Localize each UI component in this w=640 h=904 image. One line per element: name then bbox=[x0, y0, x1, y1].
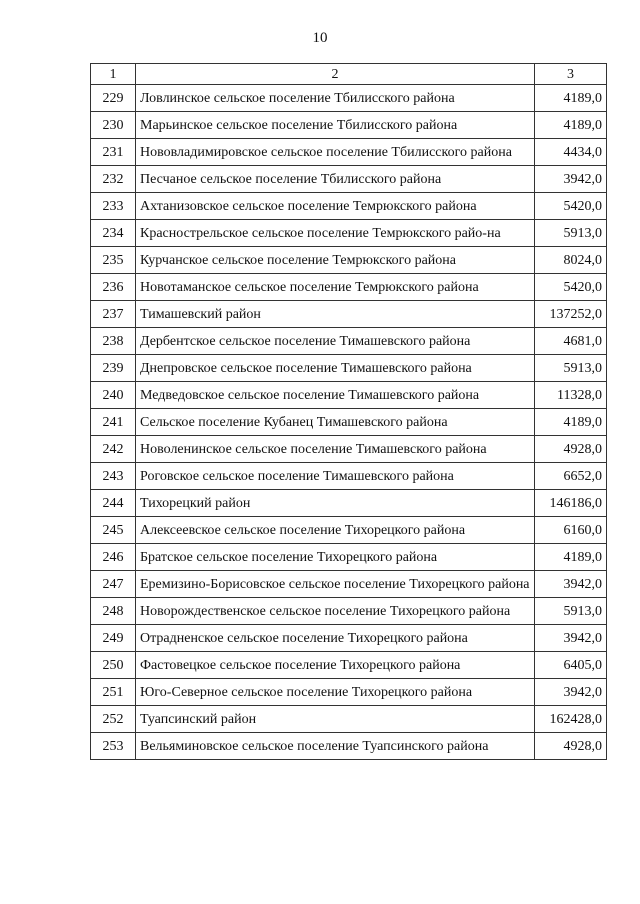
row-number: 231 bbox=[91, 139, 136, 166]
table-row bbox=[91, 139, 607, 166]
row-value: 4189,0 bbox=[535, 409, 607, 436]
row-name: Песчаное сельское поселение Тбилисского района bbox=[136, 166, 535, 193]
row-value: 162428,0 bbox=[535, 706, 607, 733]
table-row bbox=[91, 652, 607, 679]
table-row bbox=[91, 463, 607, 490]
table-row bbox=[91, 598, 607, 625]
table-header bbox=[91, 64, 607, 85]
row-value: 4434,0 bbox=[535, 139, 607, 166]
header-row bbox=[91, 64, 607, 85]
row-number: 253 bbox=[91, 733, 136, 760]
row-value: 11328,0 bbox=[535, 382, 607, 409]
row-number: 243 bbox=[91, 463, 136, 490]
budget-table bbox=[90, 63, 607, 760]
row-number: 241 bbox=[91, 409, 136, 436]
table-row bbox=[91, 625, 607, 652]
row-name: Нововладимировское сельское поселение Тбилисского района bbox=[136, 139, 535, 166]
row-name: Тихорецкий район bbox=[136, 490, 535, 517]
row-number: 250 bbox=[91, 652, 136, 679]
row-value: 5420,0 bbox=[535, 274, 607, 301]
row-name: Еремизино-Борисовское сельское поселение Тихорецкого района bbox=[136, 571, 535, 598]
row-value: 5420,0 bbox=[535, 193, 607, 220]
row-name: Курчанское сельское поселение Темрюкского района bbox=[136, 247, 535, 274]
row-name: Тимашевский район bbox=[136, 301, 535, 328]
row-name: Днепровское сельское поселение Тимашевского района bbox=[136, 355, 535, 382]
row-number: 230 bbox=[91, 112, 136, 139]
row-name: Марьинское сельское поселение Тбилисского района bbox=[136, 112, 535, 139]
row-number: 252 bbox=[91, 706, 136, 733]
row-value: 146186,0 bbox=[535, 490, 607, 517]
row-name: Алексеевское сельское поселение Тихорецкого района bbox=[136, 517, 535, 544]
row-number: 244 bbox=[91, 490, 136, 517]
row-value: 4189,0 bbox=[535, 544, 607, 571]
table-row bbox=[91, 436, 607, 463]
row-number: 234 bbox=[91, 220, 136, 247]
table-row bbox=[91, 274, 607, 301]
row-number: 248 bbox=[91, 598, 136, 625]
row-value: 3942,0 bbox=[535, 166, 607, 193]
row-value: 3942,0 bbox=[535, 625, 607, 652]
row-name: Краснострельское сельское поселение Темрюкского райо-на bbox=[136, 220, 535, 247]
row-value: 4928,0 bbox=[535, 733, 607, 760]
table-row bbox=[91, 706, 607, 733]
column-header-name: 2 bbox=[136, 64, 535, 85]
table-row bbox=[91, 733, 607, 760]
row-name: Сельское поселение Кубанец Тимашевского района bbox=[136, 409, 535, 436]
table-row bbox=[91, 490, 607, 517]
page-number: 10 bbox=[312, 30, 328, 46]
table-row bbox=[91, 220, 607, 247]
row-value: 5913,0 bbox=[535, 355, 607, 382]
row-number: 235 bbox=[91, 247, 136, 274]
row-number: 233 bbox=[91, 193, 136, 220]
row-name: Ловлинское сельское поселение Тбилисского района bbox=[136, 85, 535, 112]
row-number: 237 bbox=[91, 301, 136, 328]
row-name: Братское сельское поселение Тихорецкого района bbox=[136, 544, 535, 571]
row-number: 238 bbox=[91, 328, 136, 355]
row-name: Новорождественское сельское поселение Тихорецкого района bbox=[136, 598, 535, 625]
row-name: Юго-Северное сельское поселение Тихорецкого района bbox=[136, 679, 535, 706]
row-number: 229 bbox=[91, 85, 136, 112]
row-number: 242 bbox=[91, 436, 136, 463]
row-number: 251 bbox=[91, 679, 136, 706]
row-number: 245 bbox=[91, 517, 136, 544]
row-value: 6405,0 bbox=[535, 652, 607, 679]
row-value: 3942,0 bbox=[535, 571, 607, 598]
row-name: Новотаманское сельское поселение Темрюкского района bbox=[136, 274, 535, 301]
row-name: Ахтанизовское сельское поселение Темрюкского района bbox=[136, 193, 535, 220]
table-row bbox=[91, 193, 607, 220]
row-name: Отрадненское сельское поселение Тихорецкого района bbox=[136, 625, 535, 652]
row-name: Роговское сельское поселение Тимашевского района bbox=[136, 463, 535, 490]
table-row bbox=[91, 544, 607, 571]
row-name: Медведовское сельское поселение Тимашевского района bbox=[136, 382, 535, 409]
row-value: 4681,0 bbox=[535, 328, 607, 355]
row-number: 246 bbox=[91, 544, 136, 571]
table-row bbox=[91, 112, 607, 139]
table-row bbox=[91, 409, 607, 436]
row-number: 236 bbox=[91, 274, 136, 301]
row-value: 5913,0 bbox=[535, 220, 607, 247]
row-value: 6160,0 bbox=[535, 517, 607, 544]
table-row bbox=[91, 301, 607, 328]
table-row bbox=[91, 166, 607, 193]
row-value: 5913,0 bbox=[535, 598, 607, 625]
row-name: Фастовецкое сельское поселение Тихорецкого района bbox=[136, 652, 535, 679]
row-name: Туапсинский район bbox=[136, 706, 535, 733]
row-value: 4928,0 bbox=[535, 436, 607, 463]
row-value: 137252,0 bbox=[535, 301, 607, 328]
table-row bbox=[91, 517, 607, 544]
row-name: Дербентское сельское поселение Тимашевского района bbox=[136, 328, 535, 355]
row-number: 249 bbox=[91, 625, 136, 652]
row-number: 232 bbox=[91, 166, 136, 193]
table-row bbox=[91, 571, 607, 598]
row-name: Вельяминовское сельское поселение Туапсинского района bbox=[136, 733, 535, 760]
table-row bbox=[91, 247, 607, 274]
table-row bbox=[91, 679, 607, 706]
table-row bbox=[91, 85, 607, 112]
table-row bbox=[91, 355, 607, 382]
table-row bbox=[91, 328, 607, 355]
row-name: Новоленинское сельское поселение Тимашевского района bbox=[136, 436, 535, 463]
row-number: 240 bbox=[91, 382, 136, 409]
column-header-number: 1 bbox=[91, 64, 136, 85]
row-value: 8024,0 bbox=[535, 247, 607, 274]
column-header-value: 3 bbox=[535, 64, 607, 85]
row-number: 239 bbox=[91, 355, 136, 382]
row-value: 4189,0 bbox=[535, 112, 607, 139]
table-row bbox=[91, 382, 607, 409]
row-value: 3942,0 bbox=[535, 679, 607, 706]
row-value: 4189,0 bbox=[535, 85, 607, 112]
row-number: 247 bbox=[91, 571, 136, 598]
table-body bbox=[91, 85, 607, 760]
row-value: 6652,0 bbox=[535, 463, 607, 490]
